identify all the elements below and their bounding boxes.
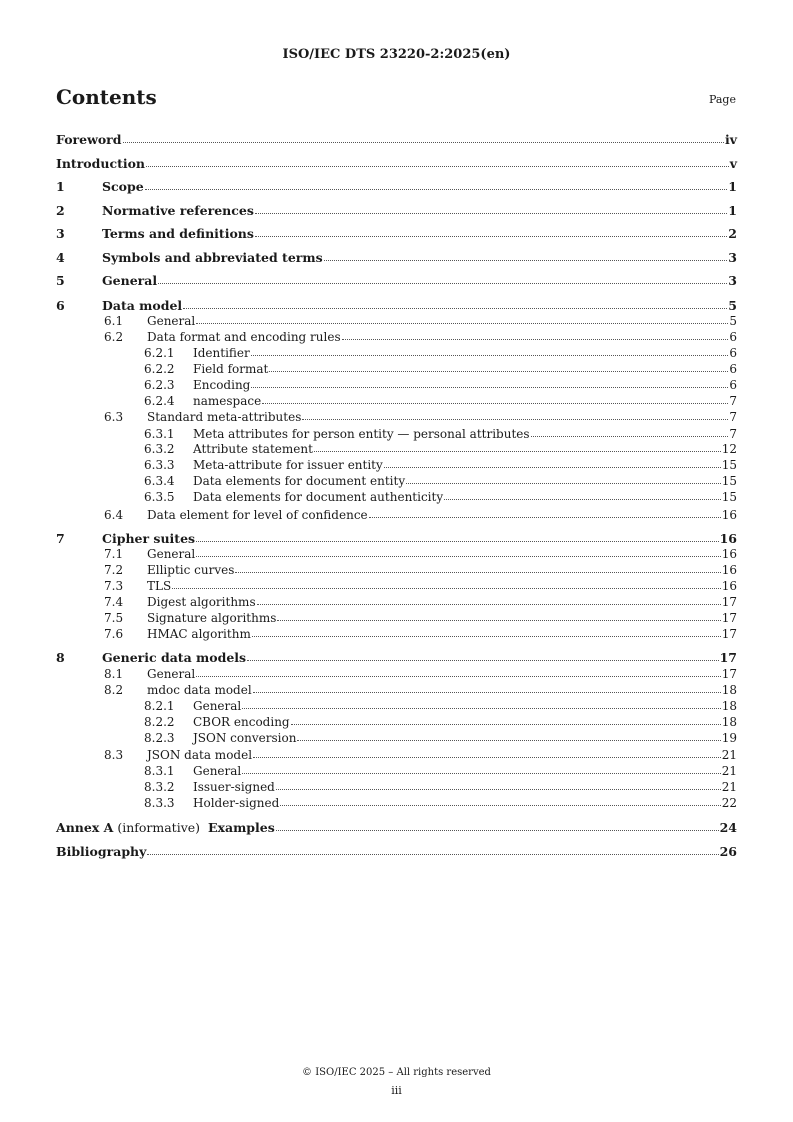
toc-leader-dots <box>324 259 728 261</box>
toc-number: 3 <box>56 226 65 241</box>
toc-number: 7.1 <box>104 547 124 561</box>
toc-number: 6.3.4 <box>144 474 175 488</box>
toc-page-number: 16 <box>721 563 737 577</box>
toc-title: namespace <box>193 394 262 408</box>
toc-number: 7.6 <box>104 627 124 641</box>
toc-title: Scope <box>102 179 144 194</box>
toc-leader-dots <box>291 723 721 725</box>
toc-entry[interactable] <box>56 157 737 171</box>
toc-entry[interactable] <box>56 410 737 424</box>
toc-number: 6.3.5 <box>144 490 175 504</box>
toc-leader-dots <box>196 555 720 557</box>
toc-title: Introduction <box>56 156 146 171</box>
toc-leader-dots <box>276 829 719 831</box>
toc-entry[interactable] <box>56 547 737 561</box>
toc-title: Issuer-signed <box>193 780 275 794</box>
toc-leader-dots <box>252 635 721 637</box>
toc-title: Field format <box>193 362 269 376</box>
toc-number: 8 <box>56 650 65 665</box>
toc-page-number: 7 <box>729 410 737 424</box>
toc-title: Generic data models <box>102 650 247 665</box>
toc-leader-dots <box>242 707 720 709</box>
toc-leader-dots <box>384 466 721 468</box>
toc-number: 6.3 <box>104 410 124 424</box>
toc-leader-dots <box>247 659 719 661</box>
toc-annex-qualifier: (informative) <box>113 820 208 835</box>
toc-entry[interactable] <box>56 579 737 593</box>
toc-number: 6.4 <box>104 508 124 522</box>
toc-page-number: 16 <box>721 508 737 522</box>
toc-entry[interactable] <box>56 133 737 147</box>
toc-entry[interactable] <box>56 611 737 625</box>
toc-leader-dots <box>145 188 728 190</box>
toc-entry[interactable] <box>56 748 737 762</box>
toc-page-number: iv <box>724 132 737 147</box>
toc-number: 8.3.2 <box>144 780 175 794</box>
toc-title: Bibliography <box>56 844 147 859</box>
page-header: ISO/IEC DTS 23220-2:2025(en) <box>282 47 511 62</box>
toc-entry[interactable] <box>56 699 737 713</box>
toc-title: Foreword <box>56 132 122 147</box>
toc-number: 6.1 <box>104 314 124 328</box>
toc-entry[interactable] <box>56 458 737 472</box>
toc-entry[interactable] <box>56 204 737 218</box>
toc-leader-dots <box>297 739 720 741</box>
toc-title: Signature algorithms <box>147 611 277 625</box>
toc-number: 1 <box>56 179 65 194</box>
toc-entry[interactable] <box>56 651 737 665</box>
toc-page-number: 16 <box>721 579 737 593</box>
toc-number: 8.3 <box>104 748 124 762</box>
toc-entry[interactable] <box>56 595 737 609</box>
toc-title: General <box>147 547 196 561</box>
toc-leader-dots <box>196 540 719 542</box>
toc-number: 6.2.2 <box>144 362 175 376</box>
toc-entry[interactable] <box>56 627 737 641</box>
toc-leader-dots <box>253 691 721 693</box>
toc-page-number: 19 <box>721 731 737 745</box>
toc-leader-dots <box>146 165 729 167</box>
toc-title: Holder-signed <box>193 796 280 810</box>
toc-leader-dots <box>262 402 728 404</box>
toc-number: 7 <box>56 531 65 546</box>
toc-number: 6.2.4 <box>144 394 175 408</box>
toc-number: 8.3.1 <box>144 764 175 778</box>
toc-number: 8.2.3 <box>144 731 175 745</box>
toc-leader-dots <box>196 675 720 677</box>
toc-leader-dots <box>314 450 721 452</box>
toc-entry[interactable] <box>56 299 737 313</box>
toc-title: General <box>147 667 196 681</box>
toc-entry[interactable] <box>56 378 737 392</box>
toc-entry[interactable] <box>56 563 737 577</box>
toc-page-number: 17 <box>721 667 737 681</box>
toc-number: 2 <box>56 203 65 218</box>
toc-title: Data format and encoding rules <box>147 330 341 344</box>
toc-entry[interactable] <box>56 780 737 794</box>
toc-title: General <box>147 314 196 328</box>
toc-page-number: 24 <box>719 820 737 835</box>
toc-page-number: 3 <box>728 250 737 265</box>
footer-copyright: © ISO/IEC 2025 – All rights reserved <box>302 1067 491 1078</box>
toc-entry[interactable] <box>56 346 737 360</box>
toc-page-number: 7 <box>729 394 737 408</box>
toc-title: Encoding <box>193 378 251 392</box>
toc-page-number: 1 <box>728 179 737 194</box>
toc-leader-dots <box>276 788 721 790</box>
toc-page-number: 15 <box>721 474 737 488</box>
toc-leader-dots <box>147 853 718 855</box>
toc-title: General <box>193 699 242 713</box>
toc-entry[interactable] <box>56 394 737 408</box>
toc-page-number: 17 <box>721 627 737 641</box>
toc-leader-dots <box>251 354 729 356</box>
toc-title: Symbols and abbreviated terms <box>102 250 323 265</box>
toc-number: 6.2 <box>104 330 124 344</box>
toc-page-number: 16 <box>719 531 737 546</box>
toc-title: Data elements for document authenticity <box>193 490 444 504</box>
toc-entry[interactable] <box>56 715 737 729</box>
toc-title: Attribute statement <box>193 442 313 456</box>
toc-title: Data model <box>102 298 183 313</box>
toc-page-number: 7 <box>729 427 737 441</box>
toc-leader-dots <box>277 619 720 621</box>
toc-page-number: 6 <box>729 362 737 376</box>
toc-entry[interactable] <box>56 845 737 859</box>
toc-entry[interactable] <box>56 731 737 745</box>
toc-page-number: 5 <box>728 298 737 313</box>
toc-entry[interactable] <box>56 796 737 810</box>
toc-title: Terms and definitions <box>102 226 254 241</box>
toc-page-number: 2 <box>728 226 737 241</box>
toc-page-number: 3 <box>728 273 737 288</box>
toc-title: Standard meta-attributes <box>147 410 302 424</box>
footer-page-number: iii <box>391 1084 402 1097</box>
toc-entry[interactable] <box>56 490 737 504</box>
toc-number: 6.3.1 <box>144 427 175 441</box>
toc-entry[interactable] <box>56 508 737 522</box>
toc-leader-dots <box>242 772 720 774</box>
toc-page-number: 21 <box>721 764 737 778</box>
toc-leader-dots <box>269 370 728 372</box>
toc-leader-dots <box>255 212 727 214</box>
toc-page-number: 12 <box>721 442 737 456</box>
toc-number: 6.3.3 <box>144 458 175 472</box>
toc-number: 7.4 <box>104 595 124 609</box>
toc-number: 7.3 <box>104 579 124 593</box>
toc-leader-dots <box>280 804 720 806</box>
toc-title: Normative references <box>102 203 254 218</box>
toc-page-number: 6 <box>729 346 737 360</box>
toc-page-number: 17 <box>721 595 737 609</box>
toc-number: 4 <box>56 250 65 265</box>
toc-entry[interactable] <box>56 667 737 681</box>
toc-page-number: 15 <box>721 490 737 504</box>
page-column-label: Page <box>708 93 736 106</box>
toc-title: mdoc data model <box>147 683 252 697</box>
toc-title: Meta-attribute for issuer entity <box>193 458 383 472</box>
toc-title: TLS <box>147 579 172 593</box>
toc-entry[interactable] <box>56 427 737 441</box>
toc-title <box>56 820 275 835</box>
toc-title: CBOR encoding <box>193 715 290 729</box>
toc-page-number: 5 <box>729 314 737 328</box>
toc-page-number: 26 <box>719 844 737 859</box>
toc-title: General <box>193 764 242 778</box>
toc-number: 8.3.3 <box>144 796 175 810</box>
toc-number: 7.5 <box>104 611 124 625</box>
toc-title: Cipher suites <box>102 531 196 546</box>
toc-entry[interactable] <box>56 362 737 376</box>
toc-title: HMAC algorithm <box>147 627 251 641</box>
toc-leader-dots <box>196 322 728 324</box>
toc-entry[interactable] <box>56 180 737 194</box>
toc-page-number: 15 <box>721 458 737 472</box>
toc-entry[interactable] <box>56 683 737 697</box>
toc-number: 6.2.3 <box>144 378 175 392</box>
toc-page-number: 1 <box>728 203 737 218</box>
contents-title: Contents <box>56 85 157 109</box>
toc-number: 7.2 <box>104 563 124 577</box>
toc-page-number: 16 <box>721 547 737 561</box>
toc-page-number: 18 <box>721 715 737 729</box>
toc-page-number: 18 <box>721 699 737 713</box>
toc-leader-dots <box>158 282 727 284</box>
toc-leader-dots <box>444 498 721 500</box>
toc-title: General <box>102 273 158 288</box>
toc-number: 8.2.1 <box>144 699 175 713</box>
toc-page-number: 22 <box>721 796 737 810</box>
toc-leader-dots <box>342 338 729 340</box>
toc-leader-dots <box>257 603 721 605</box>
toc-entry[interactable] <box>56 532 737 546</box>
toc-number: 8.2 <box>104 683 124 697</box>
toc-title: Meta attributes for person entity — personal attributes <box>193 427 530 441</box>
toc-page-number: 17 <box>721 611 737 625</box>
toc-entry[interactable] <box>56 330 737 344</box>
toc-number: 8.1 <box>104 667 124 681</box>
toc-leader-dots <box>235 571 720 573</box>
toc-page-number: 21 <box>721 748 737 762</box>
toc-entry[interactable] <box>56 314 737 328</box>
toc-title: Data element for level of confidence <box>147 508 368 522</box>
toc-title: Elliptic curves <box>147 563 235 577</box>
toc-page-number: 21 <box>721 780 737 794</box>
toc-title: Identifier <box>193 346 250 360</box>
toc-entry[interactable] <box>56 274 737 288</box>
toc-title: JSON data model <box>147 748 253 762</box>
toc-number: 6.2.1 <box>144 346 175 360</box>
toc-leader-dots <box>172 587 721 589</box>
toc-number: 6.3.2 <box>144 442 175 456</box>
toc-title: Data elements for document entity <box>193 474 406 488</box>
toc-number: 6 <box>56 298 65 313</box>
toc-leader-dots <box>531 435 729 437</box>
toc-leader-dots <box>406 482 721 484</box>
toc-leader-dots <box>253 756 721 758</box>
toc-leader-dots <box>251 386 728 388</box>
toc-leader-dots <box>123 141 724 143</box>
toc-entry[interactable] <box>56 227 737 241</box>
toc-leader-dots <box>302 418 728 420</box>
toc-annex-title: Examples <box>207 820 275 835</box>
toc-page-number: 6 <box>729 330 737 344</box>
toc-title: Digest algorithms <box>147 595 256 609</box>
toc-page-number: 6 <box>729 378 737 392</box>
toc-number: 8.2.2 <box>144 715 175 729</box>
toc-page-number: 17 <box>719 650 737 665</box>
toc-entry[interactable] <box>56 251 737 265</box>
toc-annex-label: Annex A <box>56 820 114 835</box>
toc-leader-dots <box>369 516 721 518</box>
toc-title: JSON conversion <box>193 731 297 745</box>
toc-page-number: v <box>729 156 737 171</box>
toc-entry[interactable] <box>56 474 737 488</box>
toc-number: 5 <box>56 273 65 288</box>
toc-leader-dots <box>183 307 727 309</box>
toc-entry[interactable] <box>56 764 737 778</box>
toc-page-number: 18 <box>721 683 737 697</box>
toc-entry[interactable] <box>56 442 737 456</box>
toc-leader-dots <box>255 235 727 237</box>
toc-entry[interactable] <box>56 821 737 835</box>
